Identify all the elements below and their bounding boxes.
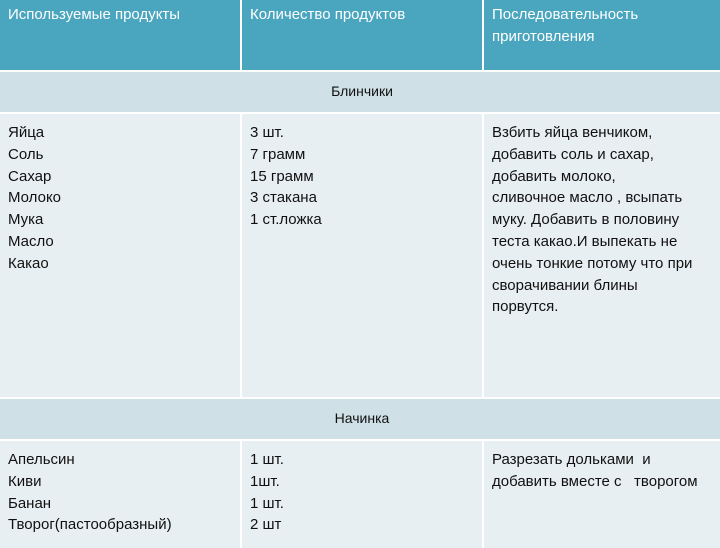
step-line: теста какао.И выпекать не [492,232,678,250]
step-line: Взбить яйца венчиком, [492,124,653,141]
product-item: Яйца [8,124,45,141]
filling-steps [484,441,720,548]
product-item: Сахар [8,167,52,185]
section-title-filling [0,399,720,439]
section-title: Начинка [334,410,390,427]
header-products-label: Используемые продукты [8,6,181,23]
filling-products [0,441,240,548]
step-line: очень тонкие потому что при [492,254,693,272]
quantity-item: 3 стакана [250,189,317,207]
quantity-item: 1шт. [250,472,280,490]
product-item: Соль [8,145,44,163]
step-line: сворачивании блины [492,276,638,294]
quantity-item: 1 шт. [250,494,284,512]
product-item: Молоко [8,189,62,207]
pancakes-products [0,114,240,397]
product-item: Мука [8,211,44,229]
header-quantity [242,0,482,70]
step-line: добавить соль и сахар, [492,145,654,163]
header-quantity-label: Количество продуктов [250,6,406,23]
product-item: Какао [8,254,49,272]
quantity-item: 7 грамм [250,145,306,163]
quantity-item: 1 ст.ложка [250,211,322,229]
quantity-item: 15 грамм [250,167,314,185]
step-line: добавить вместе с творогом [492,472,698,490]
header-steps-line: Последовательность [492,6,639,23]
pancakes-steps [484,114,720,397]
step-line: Разрезать дольками и [492,451,651,468]
quantity-item: 1 шт. [250,451,284,468]
quantity-item: 2 шт [250,516,282,534]
step-line: сливочное масло , всыпать [492,189,683,207]
section-title-pancakes [0,72,720,112]
product-item: Творог(пастообразный) [8,516,172,534]
product-item: Масло [8,232,54,250]
section-title: Блинчики [331,83,393,100]
product-item: Апельсин [8,451,75,468]
header-steps [484,0,720,70]
step-line: порвутся. [492,298,559,316]
pancakes-quantities [242,114,482,397]
product-item: Киви [8,472,42,490]
filling-quantities [242,441,482,548]
product-item: Банан [8,494,52,512]
quantity-item: 3 шт. [250,124,284,141]
step-line: добавить молоко, [492,167,616,185]
header-products [0,0,240,70]
header-steps-line: приготовления [492,28,595,45]
step-line: муку. Добавить в половину [492,211,680,229]
